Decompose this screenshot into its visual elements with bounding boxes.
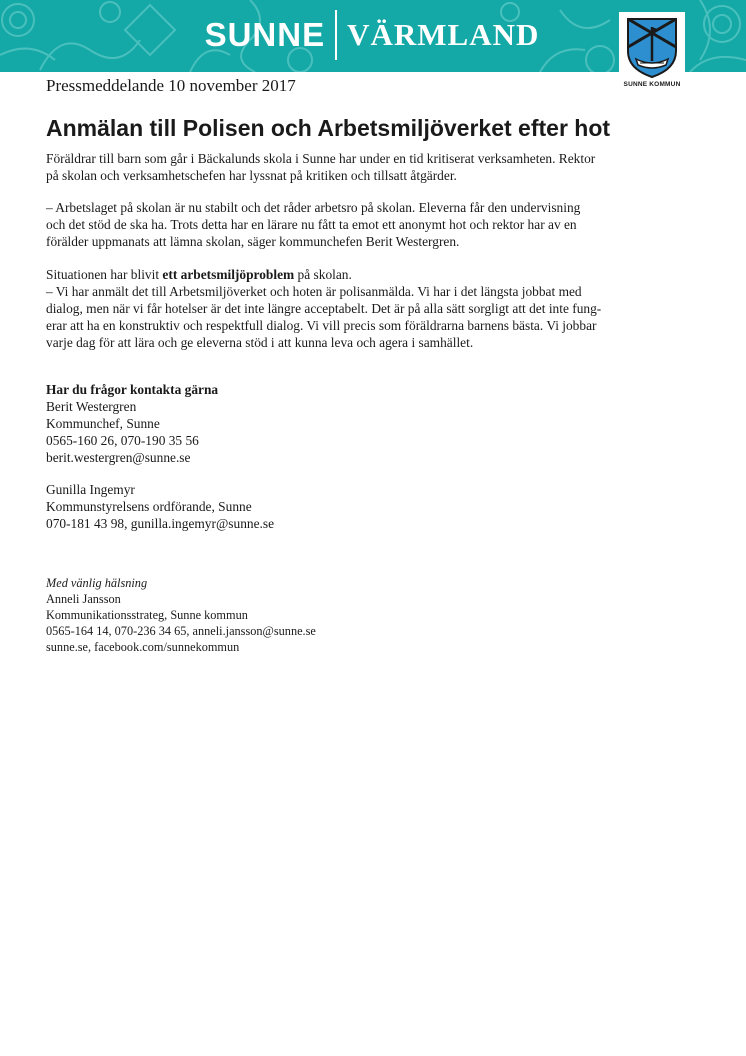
intro-line: Föräldrar till barn som går i Bäckalunds skola i Sunne har under en tid kritiserat verksamheten. Rektor: [46, 151, 596, 166]
contact-heading-text: Har du frågor kontakta gärna: [46, 382, 219, 397]
situation-line: – Vi har anmält det till Arbetsmiljöverket och hoten är polisanmälda. Vi har i det längsta jobbat med: [46, 284, 582, 299]
contact-heading: [46, 381, 646, 398]
contact-name: Berit Westergren: [46, 399, 137, 414]
situation-line: varje dag för att lära och ge eleverna stöd i att kunna leva och agera i samhället.: [46, 335, 474, 350]
intro-line: på skolan och verksamhetschefen har lyssnat på kritiken och tillsatt åtgärder.: [46, 168, 457, 183]
signoff-greeting: [46, 575, 646, 591]
quote-paragraph: [46, 199, 646, 250]
situation-line: erar att ha en konstruktiv och respektfull dialog. Vi vill precis som föräldrarna barnens bästa. Vi jobbar: [46, 318, 597, 333]
lead-emphasis: ett arbetsmiljöproblem: [162, 267, 295, 282]
contact-block: [46, 381, 646, 466]
crest-logo: [619, 12, 685, 94]
crest-caption: SUNNE KOMMUN: [623, 81, 681, 88]
contact-title: Kommunstyrelsens ordförande, Sunne: [46, 499, 252, 514]
situation-paragraph: [46, 266, 646, 351]
lead-text: Situationen har blivit: [46, 267, 163, 282]
brand-varmland: VÄRMLAND: [347, 17, 540, 52]
quote-line: – Arbetslaget på skolan är nu stabilt och det råder arbetsro på skolan. Eleverna får den undervisning: [46, 200, 581, 215]
contact-title: Kommunchef, Sunne: [46, 416, 160, 431]
contact-name: Gunilla Ingemyr: [46, 482, 135, 497]
press-release-date: Pressmeddelande 10 november 2017: [46, 76, 296, 95]
situation-line: dialog, men när vi får hotelser är det inte längre acceptabelt. Det är på alla sätt sorgligt att det inte fung-: [46, 301, 602, 316]
brand-sunne: SUNNE: [204, 16, 326, 53]
signoff-greeting-text: Med vänlig hälsning: [46, 576, 148, 590]
quote-line: förälder uppmanats att lämna skolan, säger kommunchefen Berit Westergren.: [46, 234, 460, 249]
lead-text-end: på skolan.: [294, 267, 352, 282]
quote-line: och det stöd de ska ha. Trots detta har en lärare nu fått ta emot ett anonymt hot och rektor har av en: [46, 217, 577, 232]
signoff-web: sunne.se, facebook.com/sunnekommun: [46, 640, 240, 654]
headline: Anmälan till Polisen och Arbetsmiljöverket efter hot: [46, 115, 611, 141]
signoff-title: Kommunikationsstrateg, Sunne kommun: [46, 608, 248, 622]
contact-block-2: [46, 481, 646, 532]
intro-paragraph: [46, 150, 646, 184]
contact-phone-email: 070-181 43 98, gunilla.ingemyr@sunne.se: [46, 516, 275, 531]
signoff-name: Anneli Jansson: [46, 592, 121, 606]
situation-lead: [46, 266, 646, 283]
signoff-contact: 0565-164 14, 070-236 34 65, anneli.jansson@sunne.se: [46, 624, 316, 638]
contact-phone: 0565-160 26, 070-190 35 56: [46, 433, 199, 448]
coat-of-arms-icon: [626, 17, 678, 79]
signoff-block: [46, 575, 646, 655]
contact-email: berit.westergren@sunne.se: [46, 450, 191, 465]
